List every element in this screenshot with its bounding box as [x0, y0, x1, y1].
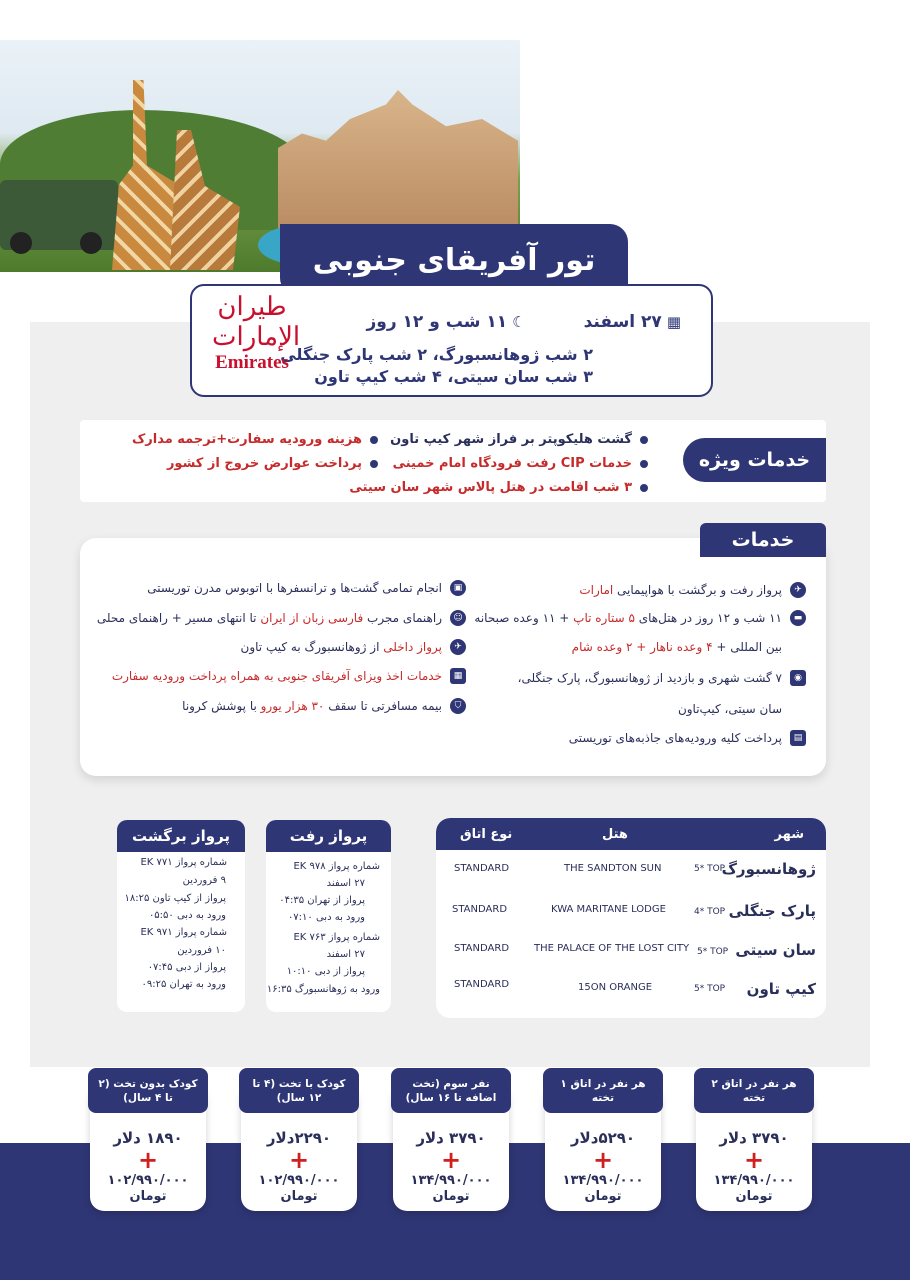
service-item: ▦ خدمات اخذ ویزای آفریقای جنوبی به همراه پرداخت ورودیه سفارت — [112, 668, 466, 684]
flight-line: پرواز از کیپ تاون ۱۸:۲۵ — [124, 893, 226, 904]
special-services-label: خدمات ویژه — [683, 438, 826, 482]
outbound-flight-label: پرواز رفت — [266, 820, 391, 852]
flight-line: ۱۰ فروردین — [177, 945, 226, 956]
ticket-icon: ▤ — [790, 730, 806, 746]
service-item: ▬ ۱۱ شب و ۱۲ روز در هتل‌های ۵ ستاره تاپ + ۱۱ وعده صبحانه — [474, 610, 806, 626]
price-card-single: ۵۲۹۰دلار + ۱۳۴/۹۹۰/۰۰۰ تومان — [545, 1085, 661, 1211]
price-card-double: ۳۷۹۰ دلار + ۱۳۴/۹۹۰/۰۰۰ تومان — [696, 1085, 812, 1211]
service-item: ✈ پرواز رفت و برگشت با هواپیمایی امارات — [579, 582, 806, 598]
bullet-icon — [640, 436, 648, 444]
bus-icon: ▣ — [450, 580, 466, 596]
flight-line: ورود به دبی ۰۵:۵۰ — [148, 910, 226, 921]
price-card-child-bed: ۲۲۹۰دلار + ۱۰۲/۹۹۰/۰۰۰ تومان — [241, 1085, 357, 1211]
safari-jeep-image — [0, 180, 118, 250]
service-item: ▤ پرداخت کلیه ورودیه‌های جاذبه‌های توریستی — [569, 730, 806, 746]
special-item: پرداخت عوارض خروج از کشور — [167, 456, 378, 471]
hotels-table: شهر هتل نوع اتاق ژوهانسبورگ 5* TOP THE SANDTON SUN STANDARD پارک جنگلی 4* TOP KWA MARITANE LODGE STANDARD سان سیتی 5* TOP THE PALACE OF THE LOST CITY STANDARD کیپ تاون 5* TOP 15ON ORANGE STANDARD — [436, 818, 826, 1018]
special-item: هزینه ورودیه سفارت+ترجمه مدارک — [132, 432, 378, 447]
flight-line: ۲۷ اسفند — [326, 878, 365, 889]
service-item: ✈ پرواز داخلی از ژوهانسبورگ به کیپ تاون — [241, 639, 466, 655]
plane-icon: ✈ — [790, 582, 806, 598]
tour-date: ▦۲۷ اسفند — [583, 312, 681, 332]
tour-cities: ۲ شب ژوهانسبورگ، ۲ شب پارک جنگلی ۳ شب سان سیتی، ۴ شب کیپ تاون — [280, 345, 593, 386]
special-item: گشت هلیکوپتر بر فراز شهر کیپ تاون — [390, 432, 648, 447]
tour-duration: ☾۱۱ شب و ۱۲ روز — [366, 312, 526, 332]
services-label: خدمات — [700, 523, 826, 557]
bullet-icon — [370, 436, 378, 444]
price-card-third: ۳۷۹۰ دلار + ۱۳۴/۹۹۰/۰۰۰ تومان — [393, 1085, 509, 1211]
plus-icon: + — [592, 1146, 614, 1174]
flight-line: شماره پرواز EK ۹۷۱ — [140, 927, 227, 938]
flight-line: شماره پرواز EK ۷۶۳ — [293, 932, 380, 943]
price-label-child-nobed: کودک بدون تخت (۲ تا ۴ سال) — [88, 1068, 208, 1113]
price-label-child-bed: کودک با تخت (۴ تا ۱۲ سال) — [239, 1068, 359, 1113]
flight-line: پرواز از دبی ۰۷:۴۵ — [147, 962, 226, 973]
domestic-flight-icon: ✈ — [450, 639, 466, 655]
camera-icon: ◉ — [790, 670, 806, 686]
service-item: ⛉ بیمه مسافرتی تا سقف ۳۰ هزار یورو با پوشش کرونا — [182, 698, 466, 714]
visa-icon: ▦ — [450, 668, 466, 684]
flight-line: ورود به دبی ۰۷:۱۰ — [287, 912, 365, 923]
shield-icon: ⛉ — [450, 698, 466, 714]
price-label-double: هر نفر در اتاق ۲ تخته — [694, 1068, 814, 1113]
flight-line: ۲۷ اسفند — [326, 949, 365, 960]
flight-line: پرواز از تهران ۰۴:۳۵ — [279, 895, 365, 906]
bullet-icon — [640, 460, 648, 468]
hotels-table-header: شهر هتل نوع اتاق — [436, 818, 826, 850]
service-item: ◉ ۷ گشت شهری و بازدید از ژوهانسبورگ، پارک جنگلی، — [518, 670, 806, 686]
tour-info-box — [190, 284, 713, 397]
page-title: تور آفریقای جنوبی — [280, 224, 628, 296]
bed-icon: ▬ — [790, 610, 806, 626]
flight-line: شماره پرواز EK ۹۷۸ — [293, 861, 380, 872]
service-item-cont: بین المللی + ۴ وعده ناهار + ۲ وعده شام — [571, 640, 782, 654]
service-item: ▣ انجام تمامی گشت‌ها و ترانسفرها با اتوبوس مدرن توریستی — [147, 580, 466, 596]
flight-line: شماره پرواز EK ۷۷۱ — [140, 857, 227, 868]
plus-icon: + — [288, 1146, 310, 1174]
service-item-cont: سان سیتی، کیپ‌تاون — [677, 702, 782, 716]
price-label-third: نفر سوم (تخت اضافه تا ۱۶ سال) — [391, 1068, 511, 1113]
flight-line: ۹ فروردین — [182, 875, 226, 886]
return-flight-label: پرواز برگشت — [117, 820, 245, 852]
emirates-logo: طيران الإمارات Emirates — [212, 292, 301, 373]
flight-line: ورود به ژوهانسبورگ ۱۶:۳۵ — [266, 984, 380, 995]
plus-icon: + — [743, 1146, 765, 1174]
flight-line: پرواز از دبی ۱۰:۱۰ — [286, 966, 365, 977]
calendar-icon: ▦ — [666, 313, 681, 331]
special-item: ۳ شب اقامت در هتل پالاس شهر سان سیتی — [349, 480, 648, 495]
special-item: خدمات CIP رفت فرودگاه امام خمینی — [393, 456, 648, 471]
bullet-icon — [370, 460, 378, 468]
price-label-single: هر نفر در اتاق ۱ تخته — [543, 1068, 663, 1113]
moon-icon: ☾ — [512, 313, 526, 331]
plus-icon: + — [137, 1146, 159, 1174]
flight-line: ورود به تهران ۰۹:۲۵ — [141, 979, 226, 990]
price-card-child-nobed: ۱۸۹۰ دلار + ۱۰۲/۹۹۰/۰۰۰ تومان — [90, 1085, 206, 1211]
bullet-icon — [640, 484, 648, 492]
guide-icon: ☺ — [450, 610, 466, 626]
palace-image — [278, 90, 518, 235]
plus-icon: + — [440, 1146, 462, 1174]
service-item: ☺ راهنمای مجرب فارسی زبان از ایران تا انتهای مسیر + راهنمای محلی — [97, 610, 466, 626]
